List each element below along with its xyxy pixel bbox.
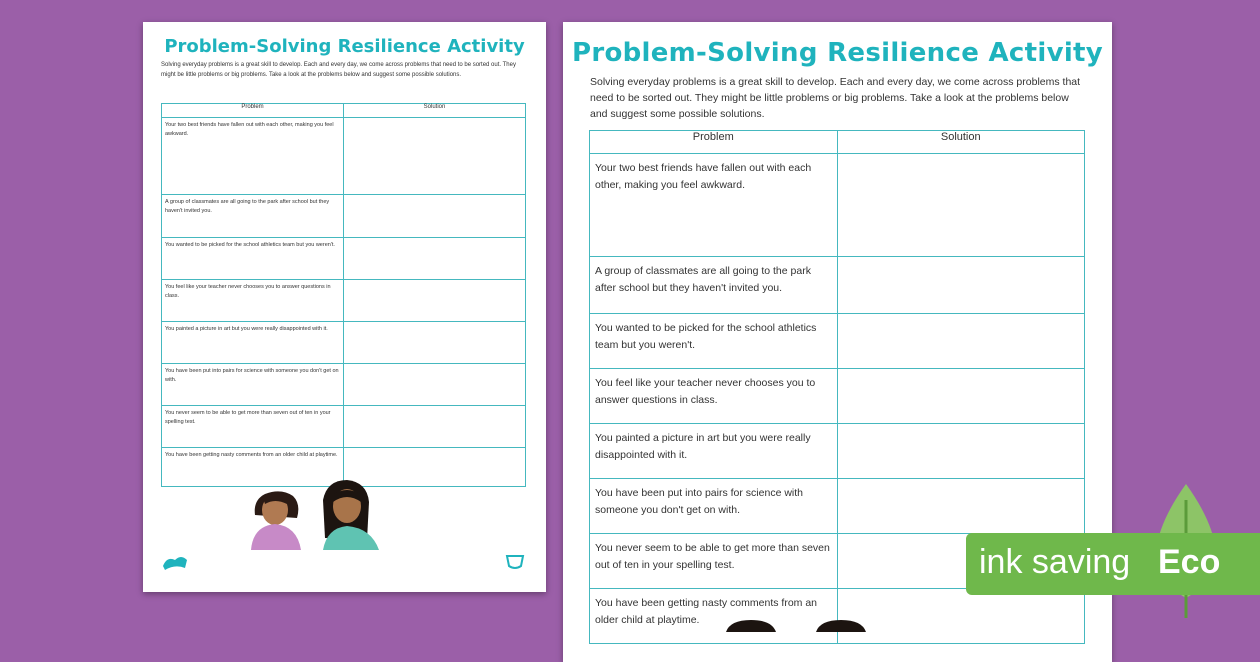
problem-column-header: Problem <box>162 104 344 118</box>
crest-logo-icon <box>503 552 527 572</box>
table-row <box>162 280 526 322</box>
problem-cell: A group of classmates are all going to the park after school but they haven't invited you. <box>590 257 838 314</box>
children-illustration <box>243 460 393 550</box>
illustration-hair-shape <box>726 620 776 632</box>
table-row <box>590 479 1085 534</box>
table-row <box>162 406 526 448</box>
solution-cell <box>344 406 526 448</box>
problem-cell: You never seem to be able to get more than seven out of ten in your spelling test. <box>162 406 344 448</box>
worksheet-title: Problem-Solving Resilience Activity <box>164 36 525 57</box>
problem-cell: You have been put into pairs for science with someone you don't get on with. <box>162 364 344 406</box>
solution-cell <box>837 154 1085 257</box>
table-row <box>162 322 526 364</box>
problem-cell: Your two best friends have fallen out with each other, making you feel awkward. <box>162 118 344 195</box>
solution-cell <box>837 479 1085 534</box>
solution-cell <box>837 369 1085 424</box>
solution-cell <box>837 424 1085 479</box>
solution-cell <box>344 280 526 322</box>
solution-cell <box>837 589 1085 644</box>
table-row <box>162 195 526 238</box>
worksheet-intro: Solving everyday problems is a great skill to develop. Each and every day, we come across problems that need to be sorted out. They might be little problems or big problems. Take a look at the problems below and suggest some possible solutions. <box>590 76 1081 120</box>
solution-cell <box>344 118 526 195</box>
problem-cell: You painted a picture in art but you were really disappointed with it. <box>590 424 838 479</box>
problem-cell: Your two best friends have fallen out with each other, making you feel awkward. <box>590 154 838 257</box>
worksheet-preview-small[interactable] <box>143 22 546 592</box>
problem-cell: You have been put into pairs for science with someone you don't get on with. <box>590 479 838 534</box>
solution-cell <box>344 238 526 280</box>
table-row <box>590 589 1085 644</box>
problem-cell: You wanted to be picked for the school athletics team but you weren't. <box>590 314 838 369</box>
illustration-hair-shape <box>816 620 866 632</box>
table-row <box>162 238 526 280</box>
solution-cell <box>837 257 1085 314</box>
problem-cell: A group of classmates are all going to the park after school but they haven't invited you. <box>162 195 344 238</box>
solution-cell <box>837 314 1085 369</box>
problem-cell: You feel like your teacher never chooses you to answer questions in class. <box>162 280 344 322</box>
solution-column-header: Solution <box>837 131 1085 154</box>
problem-table <box>161 103 526 487</box>
solution-column-header: Solution <box>344 104 526 118</box>
problem-cell: You wanted to be picked for the school athletics team but you weren't. <box>162 238 344 280</box>
problem-cell: You feel like your teacher never chooses you to answer questions in class. <box>590 369 838 424</box>
problem-column-header: Problem <box>590 131 838 154</box>
table-row <box>590 314 1085 369</box>
worksheet-intro: Solving everyday problems is a great skill to develop. Each and every day, we come across problems that need to be sorted out. They might be little problems or big problems. Take a look at the problems below and suggest some possible solutions. <box>161 62 516 78</box>
problem-cell: You painted a picture in art but you were really disappointed with it. <box>162 322 344 364</box>
problem-cell: You have been getting nasty comments from an older child at playtime. <box>590 589 838 644</box>
problem-cell: You never seem to be able to get more than seven out of ten in your spelling test. <box>590 534 838 589</box>
table-header-row <box>590 131 1085 154</box>
table-row <box>590 369 1085 424</box>
eco-label: Eco <box>1158 543 1221 581</box>
ink-saving-label: ink saving <box>979 543 1131 581</box>
table-row <box>590 424 1085 479</box>
table-row <box>590 257 1085 314</box>
solution-cell <box>344 364 526 406</box>
table-row <box>162 118 526 195</box>
table-header-row <box>162 104 526 118</box>
table-row <box>162 364 526 406</box>
table-row <box>590 154 1085 257</box>
problem-cell: You have been getting nasty comments from an older child at playtime. <box>162 448 344 487</box>
solution-cell <box>344 322 526 364</box>
worksheet-title: Problem-Solving Resilience Activity <box>571 38 1104 68</box>
twinkl-logo-icon <box>161 552 191 572</box>
solution-cell <box>344 195 526 238</box>
